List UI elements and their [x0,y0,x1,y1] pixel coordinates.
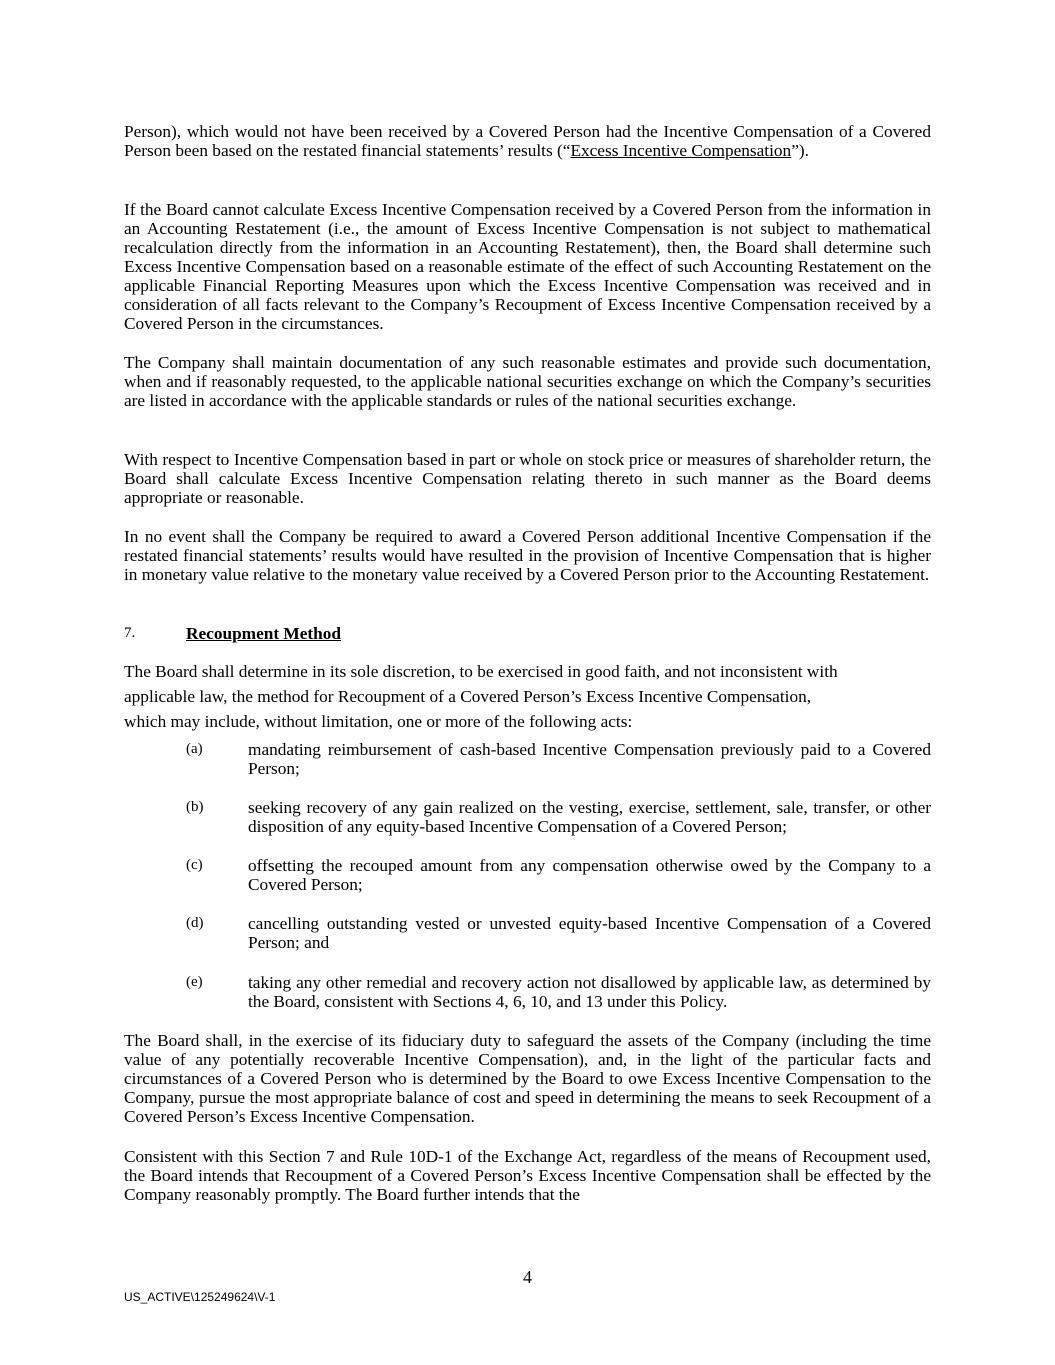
list-item-text: seeking recovery of any gain realized on the vesting, exercise, settlement, sale, transfer, or other disposition of any equity-based Incentive Compensation of a Covered Person; [248,798,931,836]
list-item-text: mandating reimbursement of cash-based Incentive Compensation previously paid to a Covered Person; [248,740,931,778]
list-item-text: offsetting the recouped amount from any compensation otherwise owed by the Company to a Covered Person; [248,856,931,894]
paragraph-fiduciary-duty: The Board shall, in the exercise of its fiduciary duty to safeguard the assets of the Company (including the time value of any potentially recoverable Incentive Compensation), and, in the light of the particular facts and circumstances of a Covered Person who is determined by the Board to owe Excess Incentive Compensation to the Company, pursue the most appropriate balance of cost and speed in determining the means to seek Recoupment of a Covered Person’s Excess Incentive Compensation. [124,1031,931,1126]
list-item-label: (a) [186,741,203,757]
list-item-label: (c) [186,857,203,873]
section-lead-line-3: which may include, without limitation, one or more of the following acts: [124,712,633,731]
section-lead-line-2: applicable law, the method for Recoupment of a Covered Person’s Excess Incentive Compensation, [124,687,812,706]
paragraph-no-additional-award: In no event shall the Company be required to award a Covered Person additional Incentive Compensation if the restated financial statements’ results would have resulted in the provision of Incentive Compensation that is higher in monetary value relative to the monetary value received by a Covered Person prior to the Accounting Restatement. [124,527,931,584]
list-item-text: taking any other remedial and recovery action not disallowed by applicable law, as determined by the Board, consistent with Sections 4, 6, 10, and 13 under this Policy. [248,973,931,1011]
paragraph-stock-price: With respect to Incentive Compensation based in part or whole on stock price or measures of shareholder return, the Board shall calculate Excess Incentive Compensation relating thereto in such manner as the Board deems appropriate or reasonable. [124,450,931,507]
paragraph-excess-definition: Person), which would not have been received by a Covered Person had the Incentive Compensation of a Covered Person been based on the restated financial statements’ results (“Excess Incentive Compensation”). [124,122,931,160]
list-item-label: (e) [186,974,203,990]
list-item-label: (d) [186,915,204,931]
paragraph-calculation: If the Board cannot calculate Excess Incentive Compensation received by a Covered Person from the information in an Accounting Restatement (i.e., the amount of Excess Incentive Compensation is not subject to mathematical recalculation directly from the information in an Accounting Restatement), then, the Board shall determine such Excess Incentive Compensation based on a reasonable estimate of the effect of such Accounting Restatement on the applicable Financial Reporting Measures upon which the Excess Incentive Compensation was received and in consideration of all facts relevant to the Company’s Recoupment of Excess Incentive Compensation received by a Covered Person in the circumstances. [124,200,931,333]
list-item-label: (b) [186,799,204,815]
paragraph-rule-10d-1: Consistent with this Section 7 and Rule 10D-1 of the Exchange Act, regardless of the means of Recoupment used, the Board intends that Recoupment of a Covered Person’s Excess Incentive Compensation shall be effected by the Company reasonably promptly. The Board further intends that the [124,1147,931,1204]
paragraph-documentation: The Company shall maintain documentation of any such reasonable estimates and provide such documentation, when and if reasonably requested, to the applicable national securities exchange on which the Company’s securities are listed in accordance with the applicable standards or rules of the national securities exchange. [124,353,931,410]
section-heading [124,624,931,644]
section-title: Recoupment Method [186,624,342,643]
document-footer-id: US_ACTIVE\125249624\V-1 [124,1290,276,1304]
list-item-text: cancelling outstanding vested or unvested equity-based Incentive Compensation of a Covered Person; and [248,914,931,952]
section-lead-line-1: The Board shall determine in its sole discretion, to be exercised in good faith, and not inconsistent with [124,662,838,681]
section-number: 7. [124,625,136,641]
defined-term-excess-incentive-compensation: Excess Incentive Compensation [570,141,792,160]
page-number: 4 [523,1267,532,1287]
